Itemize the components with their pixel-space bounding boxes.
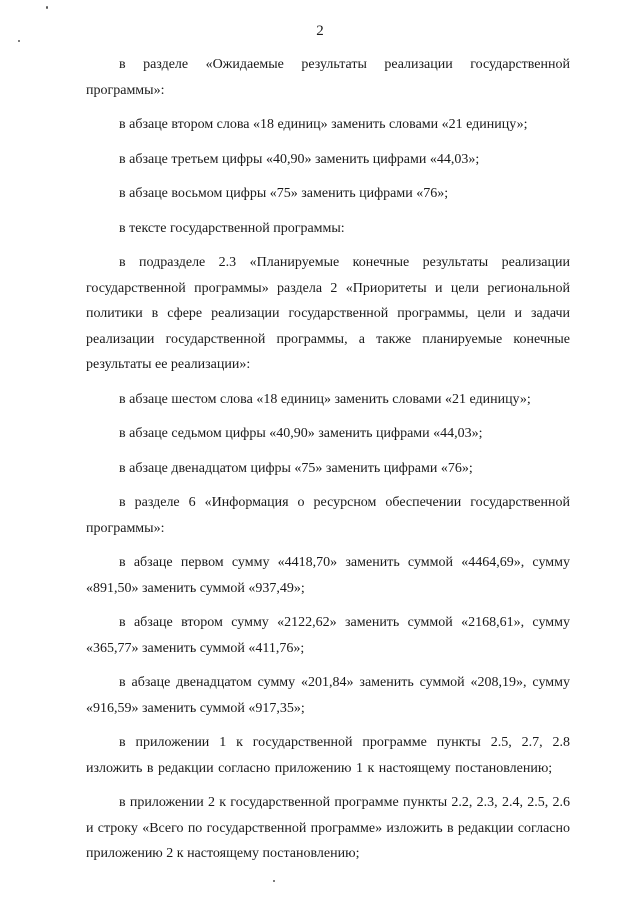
paragraph: в абзаце двенадцатом сумму «201,84» заменить суммой «208,19», сумму «916,59» заменить суммой «917,35»; xyxy=(86,675,570,716)
paragraph: в разделе «Ожидаемые результаты реализации государственной программы»: xyxy=(86,57,570,98)
paragraph: в абзаце втором слова «18 единиц» заменить словами «21 единицу»; xyxy=(119,117,528,132)
paragraph: в абзаце первом сумму «4418,70» заменить суммой «4464,69», сумму «891,50» заменить суммой «937,49»; xyxy=(86,555,570,596)
scan-speck xyxy=(273,880,275,882)
paragraph: в приложении 1 к государственной программе пункты 2.5, 2.7, 2.8 изложить в редакции согласно приложению 1 к настоящему постановлению; xyxy=(86,735,570,776)
paragraph: в абзаце третьем цифры «40,90» заменить цифрами «44,03»; xyxy=(119,151,480,167)
paragraph: в разделе 6 «Информация о ресурсном обеспечении государственной программы»: xyxy=(86,495,570,536)
paragraph: в абзаце втором сумму «2122,62» заменить суммой «2168,61», сумму «365,77» заменить суммой «411,76»; xyxy=(86,615,570,656)
paragraph: в приложении 2 к государственной программе пункты 2.2, 2.3, 2.4, 2.5, 2.6 и строку «Всего по государственной программе» изложить в редакции согласно приложению 2 к настоящему постановлению; xyxy=(86,795,570,861)
page-number: 2 xyxy=(316,23,324,39)
paragraph: в абзаце двенадцатом цифры «75» заменить цифрами «76»; xyxy=(119,460,473,476)
paragraph: в абзаце шестом слова «18 единиц» заменить словами «21 единицу»; xyxy=(119,391,531,407)
paragraph: в подразделе 2.3 «Планируемые конечные результаты реализации государственной программы» раздела 2 «Приоритеты и цели региональной политики в сфере реализации государственной программы, цели и задачи реализации государственной программы, а также планируемые конечные результаты ее реализации»: xyxy=(86,255,570,372)
scan-speck xyxy=(18,40,20,42)
scan-speck xyxy=(46,6,48,9)
paragraph: в тексте государственной программы: xyxy=(119,220,345,236)
paragraph: в абзаце восьмом цифры «75» заменить цифрами «76»; xyxy=(119,186,449,201)
document-body xyxy=(86,52,570,876)
paragraph: в абзаце седьмом цифры «40,90» заменить цифрами «44,03»; xyxy=(119,426,483,441)
